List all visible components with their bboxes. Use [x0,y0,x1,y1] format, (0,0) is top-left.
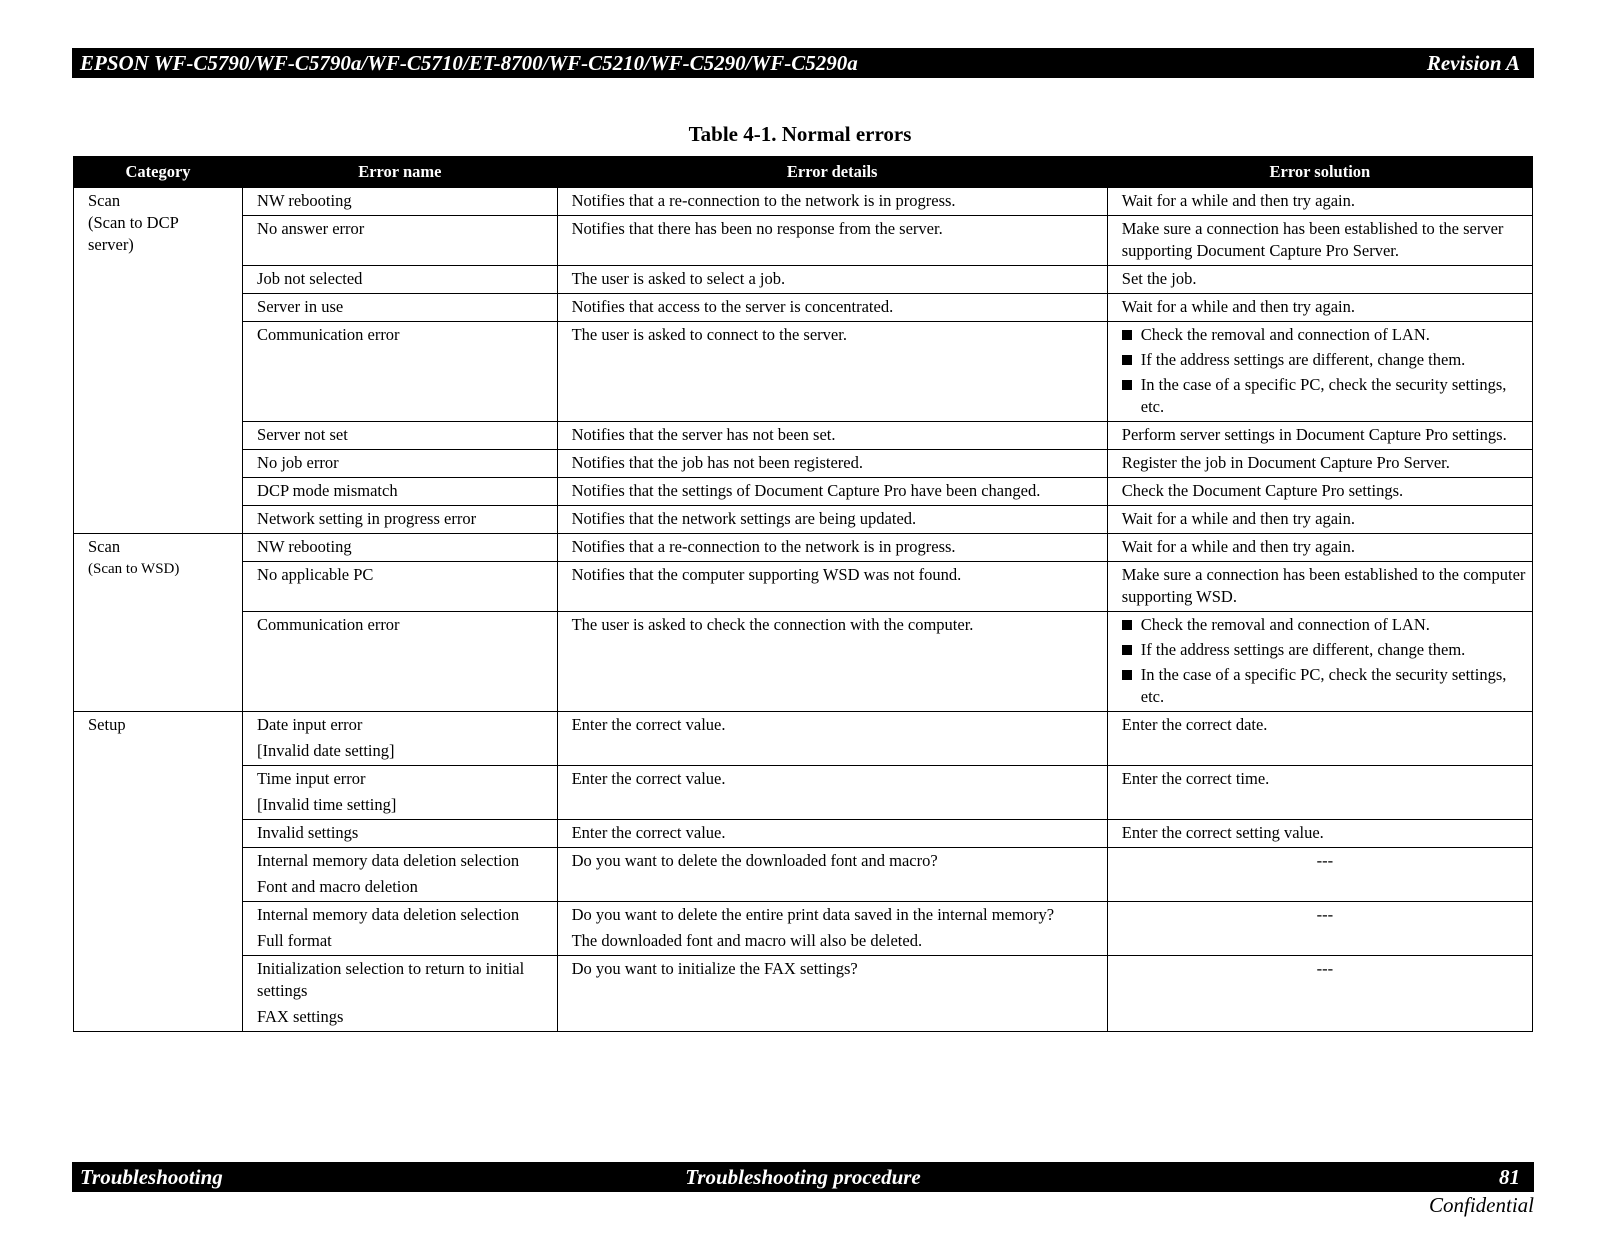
col-header-category: Category [74,157,243,188]
square-bullet-icon [1122,620,1132,630]
error-name-text: Server in use [257,297,344,316]
error-name-cell [243,294,558,322]
error-solution-cell [1107,422,1532,450]
error-name-cell [243,956,558,1032]
error-name-text: FAX settings [257,1007,344,1026]
solution-bullet-text: In the case of a specific PC, check the security settings, etc. [1140,665,1507,706]
error-solution-cell [1107,562,1532,612]
error-details-cell [557,506,1107,534]
error-name-text: Full format [257,931,332,950]
error-details-text: The user is asked to select a job. [571,269,786,288]
error-details-text: Do you want to delete the entire print data saved in the internal memory? [571,905,1055,924]
table-row [74,820,1533,848]
error-details-text: Notifies that the network settings are being updated. [571,509,917,528]
normal-errors-table [73,156,1533,1032]
square-bullet-icon [1122,330,1132,340]
table-row [74,450,1533,478]
category-cell [74,188,243,534]
category-text: server) [88,235,134,254]
table-row [74,422,1533,450]
error-name-text: Job not selected [257,269,363,288]
error-details-text: Notifies that the computer supporting WSD was not found. [571,565,962,584]
error-name-text: NW rebooting [257,537,352,556]
error-solution-text: Set the job. [1121,269,1197,288]
error-name-text: NW rebooting [257,191,352,210]
error-name-cell [243,848,558,902]
col-header-error-details: Error details [557,157,1107,188]
error-solution-cell [1107,612,1532,712]
category-text: (Scan to WSD) [88,561,180,577]
error-details-cell [557,766,1107,820]
error-name-cell [243,188,558,216]
error-name-text: [Invalid time setting] [257,795,397,814]
error-solution-cell [1107,322,1532,422]
error-name-text: No applicable PC [257,565,374,584]
solution-bullet-text: Check the removal and connection of LAN. [1140,325,1430,344]
model-title: EPSON WF-C5790/WF-C5790a/WF-C5710/ET-8700/WF-C5210/WF-C5290/WF-C5290a [80,51,858,75]
table-title: Table 4-1. Normal errors [688,122,912,146]
error-details-text: Notifies that the job has not been registered. [571,453,863,472]
error-solution-cell [1107,848,1532,902]
category-cell [74,712,243,1032]
error-details-text: Notifies that a re-connection to the network is in progress. [571,537,956,556]
error-name-cell [243,612,558,712]
error-details-cell [557,712,1107,766]
error-solution-cell [1107,266,1532,294]
error-name-text: Date input error [257,715,363,734]
error-solution-cell [1107,766,1532,820]
table-row [74,216,1533,266]
error-details-cell [557,848,1107,902]
footer-bar [72,1162,1534,1192]
error-solution-text: Make sure a connection has been established to the server supporting Document Capture Pro Server. [1121,219,1504,260]
error-name-cell [243,450,558,478]
error-name-cell [243,902,558,956]
table-row [74,902,1533,956]
error-details-text: Do you want to initialize the FAX settings? [571,959,858,978]
table-header-row [74,157,1533,188]
error-name-text: Invalid settings [257,823,359,842]
solution-bullet-text: In the case of a specific PC, check the security settings, etc. [1140,375,1507,416]
error-name-text: Font and macro deletion [257,877,418,896]
error-name-text: No answer error [257,219,365,238]
error-solution-text: Enter the correct setting value. [1121,823,1324,842]
error-solution-text: Wait for a while and then try again. [1121,537,1356,556]
footer-section: Troubleshooting [80,1165,223,1189]
category-text: Scan [88,537,121,556]
error-details-text: Enter the correct value. [571,823,726,842]
solution-bullet-item [1122,349,1528,371]
error-solution-text: --- [1316,851,1334,870]
error-solution-cell [1107,216,1532,266]
solution-bullet-text: If the address settings are different, change them. [1140,350,1466,369]
table-row [74,612,1533,712]
error-name-cell [243,322,558,422]
error-details-text: Notifies that the settings of Document Capture Pro have been changed. [571,481,1041,500]
solution-bullet-item [1122,639,1528,661]
error-details-text: The user is asked to check the connection with the computer. [571,615,974,634]
error-solution-cell [1107,506,1532,534]
error-name-text: Internal memory data deletion selection [257,851,520,870]
square-bullet-icon [1122,380,1132,390]
error-solution-text: --- [1316,959,1334,978]
error-solution-text: Make sure a connection has been established to the computer supporting WSD. [1121,565,1526,606]
error-details-text: Notifies that the server has not been set. [571,425,836,444]
error-details-cell [557,322,1107,422]
revision-label: Revision A [1426,51,1520,75]
error-name-cell [243,422,558,450]
col-header-error-solution: Error solution [1107,157,1532,188]
error-solution-cell [1107,294,1532,322]
error-name-text: Time input error [257,769,366,788]
table-row [74,478,1533,506]
error-name-cell [243,766,558,820]
error-details-cell [557,266,1107,294]
solution-bullet-item [1122,614,1528,636]
square-bullet-icon [1122,670,1132,680]
table-row [74,294,1533,322]
error-solution-cell [1107,902,1532,956]
error-solution-cell [1107,534,1532,562]
error-details-text: Enter the correct value. [571,769,726,788]
table-row [74,766,1533,820]
solution-bullet-text: If the address settings are different, change them. [1140,640,1466,659]
table-row [74,266,1533,294]
error-solution-text: Wait for a while and then try again. [1121,509,1356,528]
error-details-cell [557,188,1107,216]
error-details-cell [557,612,1107,712]
table-row [74,848,1533,902]
error-details-cell [557,562,1107,612]
error-details-text: Notifies that access to the server is concentrated. [571,297,894,316]
error-details-text: Notifies that a re-connection to the network is in progress. [571,191,956,210]
error-solution-cell [1107,956,1532,1032]
error-name-text: Server not set [257,425,348,444]
table-row [74,562,1533,612]
error-details-text: The downloaded font and macro will also be deleted. [571,931,923,950]
error-details-text: Notifies that there has been no response from the server. [571,219,943,238]
error-name-text: Communication error [257,325,400,344]
error-solution-cell [1107,478,1532,506]
solution-bullet-text: Check the removal and connection of LAN. [1140,615,1430,634]
error-name-text: DCP mode mismatch [257,481,398,500]
error-name-text: No job error [257,453,339,472]
error-solution-text: Enter the correct time. [1121,769,1270,788]
category-text: (Scan to DCP [88,213,179,232]
error-details-cell [557,534,1107,562]
error-name-cell [243,478,558,506]
error-name-cell [243,562,558,612]
error-name-text: Internal memory data deletion selection [257,905,520,924]
table-row [74,188,1533,216]
solution-bullet-item [1122,664,1528,708]
error-details-cell [557,478,1107,506]
error-details-cell [557,422,1107,450]
error-details-cell [557,450,1107,478]
error-solution-text: --- [1316,905,1334,924]
error-solution-cell [1107,820,1532,848]
error-solution-text: Enter the correct date. [1121,715,1268,734]
header-bar [72,48,1534,78]
error-name-cell [243,820,558,848]
col-header-error-name: Error name [243,157,558,188]
error-details-cell [557,294,1107,322]
error-solution-text: Wait for a while and then try again. [1121,191,1356,210]
table-row [74,712,1533,766]
error-solution-cell [1107,188,1532,216]
error-solution-text: Wait for a while and then try again. [1121,297,1356,316]
error-name-text: Network setting in progress error [257,509,477,528]
error-solution-text: Register the job in Document Capture Pro Server. [1121,453,1450,472]
solution-bullet-list [1122,614,1528,708]
table-body [74,188,1533,1032]
error-name-cell [243,266,558,294]
error-details-cell [557,902,1107,956]
footer-title: Troubleshooting procedure [685,1165,921,1189]
solution-bullet-item [1122,374,1528,418]
confidential-label: Confidential [1429,1193,1534,1217]
category-cell [74,534,243,712]
table-row [74,956,1533,1032]
error-solution-cell [1107,450,1532,478]
category-text: Setup [88,715,126,734]
error-name-cell [243,506,558,534]
error-details-cell [557,956,1107,1032]
square-bullet-icon [1122,645,1132,655]
error-name-text: [Invalid date setting] [257,741,395,760]
error-details-text: Do you want to delete the downloaded font and macro? [571,851,938,870]
error-name-cell [243,534,558,562]
error-name-text: Communication error [257,615,400,634]
error-name-cell [243,712,558,766]
solution-bullet-list [1122,324,1528,418]
error-solution-cell [1107,712,1532,766]
error-details-text: Enter the correct value. [571,715,726,734]
square-bullet-icon [1122,355,1132,365]
error-details-cell [557,216,1107,266]
page-number: 81 [1499,1165,1520,1189]
solution-bullet-item [1122,324,1528,346]
table-row [74,506,1533,534]
error-details-text: The user is asked to connect to the server. [571,325,847,344]
error-name-cell [243,216,558,266]
error-name-text: Initialization selection to return to initial settings [257,959,525,1000]
table-row [74,534,1533,562]
error-solution-text: Perform server settings in Document Capture Pro settings. [1121,425,1507,444]
category-text: Scan [88,191,121,210]
error-solution-text: Check the Document Capture Pro settings. [1121,481,1404,500]
table-row [74,322,1533,422]
error-details-cell [557,820,1107,848]
